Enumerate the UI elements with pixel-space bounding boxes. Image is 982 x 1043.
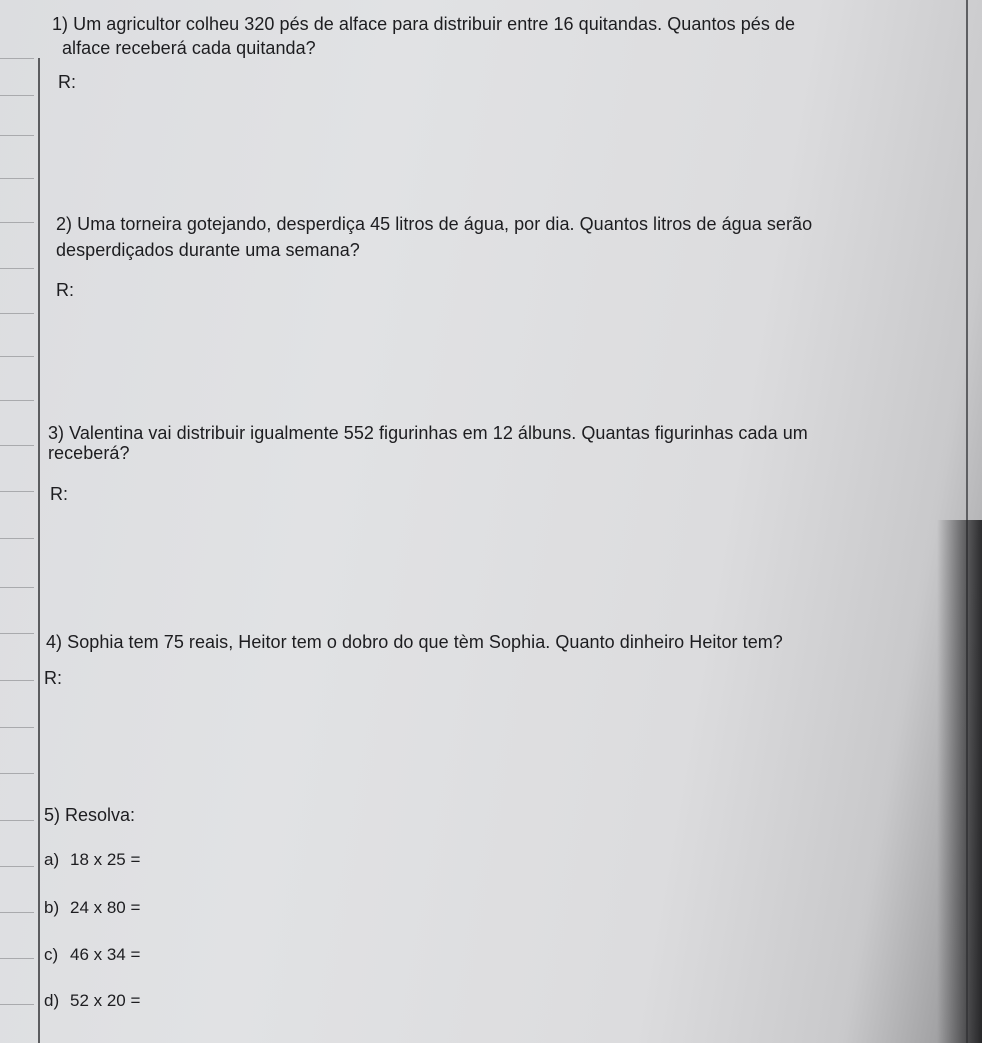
margin-line xyxy=(0,135,34,136)
margin-line xyxy=(0,820,34,821)
page-shadow xyxy=(937,520,982,1043)
margin-line xyxy=(0,356,34,357)
margin-line xyxy=(0,58,34,59)
question-1-line-1: 1) Um agricultor colheu 320 pés de alface para distribuir entre 16 quitandas. Quantos pés de xyxy=(52,14,796,34)
margin-line xyxy=(0,727,34,728)
question-2-answer-label: R: xyxy=(56,280,74,300)
question-4-line-1: 4) Sophia tem 75 reais, Heitor tem o dobro do que tèm Sophia. Quanto dinheiro Heitor tem? xyxy=(46,632,783,652)
item-d-letter: d) xyxy=(44,991,60,1010)
margin-line xyxy=(0,633,34,634)
margin-line xyxy=(0,912,34,913)
item-c-expression: 46 x 34 = xyxy=(70,945,141,964)
item-a-expression: 18 x 25 = xyxy=(70,850,141,869)
margin-line xyxy=(0,491,34,492)
item-a-letter: a) xyxy=(44,850,60,869)
margin-line xyxy=(0,1004,34,1005)
margin-line xyxy=(0,178,34,179)
question-1-line-2: alface receberá cada quitanda? xyxy=(62,38,316,58)
margin-line xyxy=(0,538,34,539)
margin-line xyxy=(0,222,34,223)
question-2-line-1: 2) Uma torneira gotejando, desperdiça 45 litros de água, por dia. Quantos litros de água serão xyxy=(56,214,813,234)
item-c-letter: c) xyxy=(44,945,59,964)
margin-line xyxy=(0,268,34,269)
item-b-letter: b) xyxy=(44,898,60,917)
margin-line xyxy=(0,445,34,446)
margin-line xyxy=(0,680,34,681)
question-1-answer-label: R: xyxy=(58,72,76,92)
margin-line xyxy=(0,95,34,96)
left-margin-rule xyxy=(38,58,40,1043)
margin-line xyxy=(0,400,34,401)
question-2-line-2: desperdiçados durante uma semana? xyxy=(56,240,360,260)
question-3-answer-label: R: xyxy=(50,484,68,504)
question-3-line-2: receberá? xyxy=(48,443,130,463)
margin-line xyxy=(0,958,34,959)
margin-line xyxy=(0,313,34,314)
question-3-line-1: 3) Valentina vai distribuir igualmente 552 figurinhas em 12 álbuns. Quantas figurinhas cada um xyxy=(48,423,808,443)
margin-line xyxy=(0,587,34,588)
item-d-expression: 52 x 20 = xyxy=(70,991,141,1010)
question-4-answer-label: R: xyxy=(44,668,62,688)
margin-line xyxy=(0,866,34,867)
margin-line xyxy=(0,773,34,774)
question-5-heading: 5) Resolva: xyxy=(44,805,136,825)
item-b-expression: 24 x 80 = xyxy=(70,898,141,917)
